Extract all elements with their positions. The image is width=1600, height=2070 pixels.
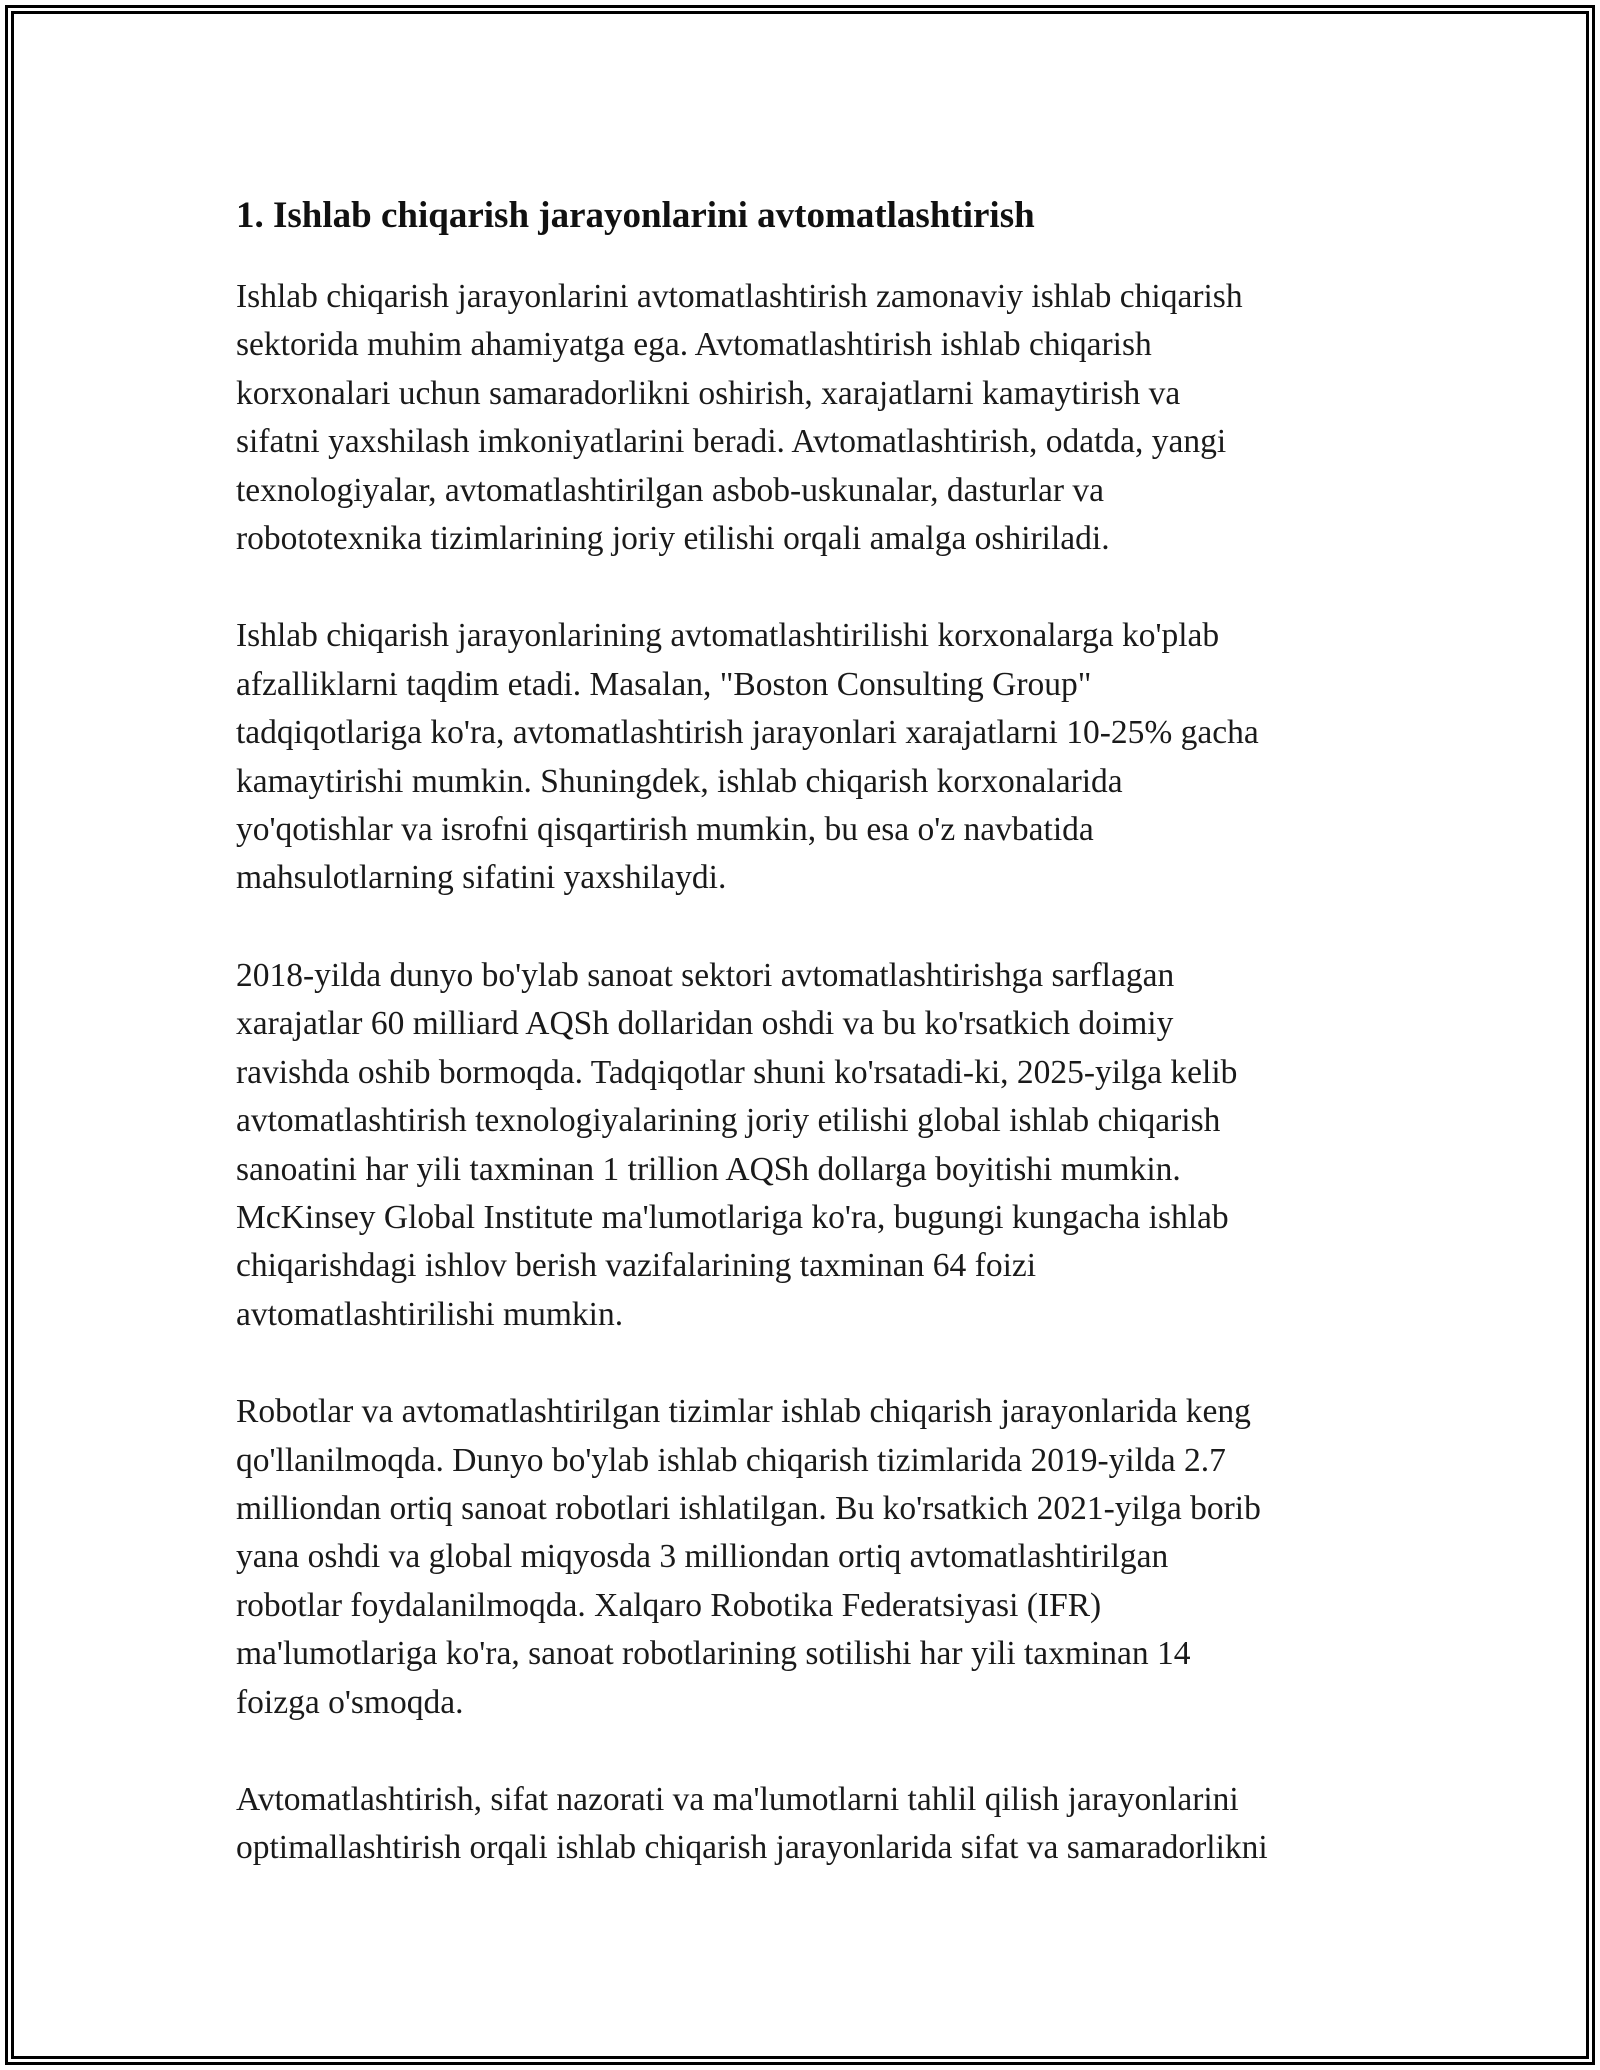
text-line: qo'llanilmoqda. Dunyo bo'ylab ishlab chiqarish tizimlarida 2019-yilda 2.7 bbox=[236, 1441, 1226, 1479]
text-line: xarajatlar 60 milliard AQSh dollaridan oshdi va bu ko'rsatkich doimiy bbox=[236, 1005, 1174, 1043]
text-line: Ishlab chiqarish jarayonlarini avtomatlashtirish zamonaviy ishlab chiqarish bbox=[236, 278, 1243, 315]
text-line: afzalliklarni taqdim etadi. Masalan, "Boston Consulting Group" bbox=[236, 665, 1092, 703]
text-line: sektorida muhim ahamiyatga ega. Avtomatlashtirish ishlab chiqarish bbox=[236, 326, 1152, 364]
text-line: yo'qotishlar va isrofni qisqartirish mumkin, bu esa o'z navbatida bbox=[236, 811, 1094, 849]
paragraph-5 bbox=[236, 1776, 1396, 1873]
text-line: foizga o'smoqda. bbox=[236, 1683, 464, 1721]
text-line: sifatni yaxshilash imkoniyatlarini beradi. Avtomatlashtirish, odatda, yangi bbox=[236, 423, 1227, 461]
text-line: Ishlab chiqarish jarayonlarining avtomatlashtirilishi korxonalarga ko'plab bbox=[236, 617, 1220, 655]
document-body bbox=[236, 188, 1396, 1922]
section-heading: 1. Ishlab chiqarish jarayonlarini avtomatlashtirish bbox=[236, 195, 1035, 236]
paragraph-2 bbox=[236, 612, 1396, 902]
text-line: tadqiqotlariga ko'ra, avtomatlashtirish jarayonlari xarajatlarni 10-25% gacha bbox=[236, 714, 1259, 752]
text-line: optimallashtirish orqali ishlab chiqarish jarayonlarida sifat va samaradorlikni bbox=[236, 1829, 1268, 1867]
text-line: korxonalari uchun samaradorlikni oshirish, xarajatlarni kamaytirish va bbox=[236, 374, 1181, 412]
text-line: mahsulotlarning sifatini yaxshilaydi. bbox=[236, 859, 727, 897]
text-line: avtomatlashtirish texnologiyalarining joriy etilishi global ishlab chiqarish bbox=[236, 1102, 1221, 1140]
text-line: Avtomatlashtirish, sifat nazorati va ma'lumotlarni tahlil qilish jarayonlarini bbox=[236, 1780, 1239, 1818]
text-line: ma'lumotlariga ko'ra, sanoat robotlarining sotilishi har yili taxminan 14 bbox=[236, 1635, 1191, 1673]
text-line: milliondan ortiq sanoat robotlari ishlatilgan. Bu ko'rsatkich 2021-yilga borib bbox=[236, 1489, 1261, 1527]
text-line: kamaytirishi mumkin. Shuningdek, ishlab chiqarish korxonalarida bbox=[236, 762, 1123, 800]
text-line: robotlar foydalanilmoqda. Xalqaro Robotika Federatsiyasi (IFR) bbox=[236, 1586, 1102, 1624]
text-line: avtomatlashtirilishi mumkin. bbox=[236, 1295, 624, 1333]
text-line: 2018-yilda dunyo bo'ylab sanoat sektori avtomatlashtirishga sarflagan bbox=[236, 956, 1175, 994]
text-line: Robotlar va avtomatlashtirilgan tizimlar ishlab chiqarish jarayonlarida keng bbox=[236, 1393, 1251, 1431]
text-line: ravishda oshib bormoqda. Tadqiqotlar shuni ko'rsatadi-ki, 2025-yilga kelib bbox=[236, 1053, 1238, 1091]
paragraph-3 bbox=[236, 952, 1396, 1339]
text-line: McKinsey Global Institute ma'lumotlariga ko'ra, bugungi kungacha ishlab bbox=[236, 1198, 1229, 1236]
text-line: sanoatini har yili taxminan 1 trillion AQSh dollarga boyitishi mumkin. bbox=[236, 1150, 1181, 1188]
paragraph-4 bbox=[236, 1388, 1396, 1727]
text-line: yana oshdi va global miqyosda 3 milliondan ortiq avtomatlashtirilgan bbox=[236, 1538, 1169, 1576]
text-line: texnologiyalar, avtomatlashtirilgan asbob-uskunalar, dasturlar va bbox=[236, 471, 1105, 509]
text-line: robototexnika tizimlarining joriy etilishi orqali amalga oshiriladi. bbox=[236, 520, 1110, 558]
text-line: chiqarishdagi ishlov berish vazifalarining taxminan 64 foizi bbox=[236, 1247, 1037, 1285]
paragraph-1 bbox=[236, 273, 1396, 563]
